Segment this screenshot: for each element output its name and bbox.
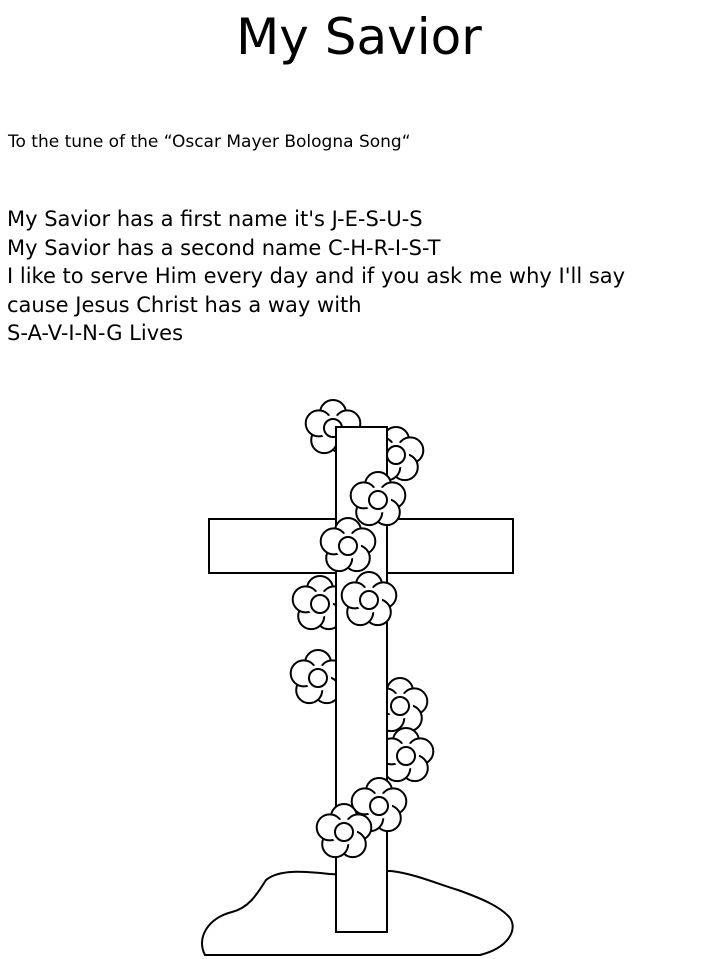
- lyric-line: I like to serve Him every day and if you ask me why I'll say: [7, 264, 626, 288]
- lyric-line: cause Jesus Christ has a way with: [7, 292, 362, 317]
- lyric-line: My Savior has a first name it's J-E-S-U-S: [7, 207, 423, 231]
- lyric-line: My Savior has a second name C-H-R-I-S-T: [7, 235, 441, 260]
- tune-note: To the tune of the “Oscar Mayer Bologna Song“: [8, 132, 411, 152]
- page-title: My Savior: [236, 8, 482, 66]
- lyric-line: S-A-V-I-N-G Lives: [7, 321, 184, 345]
